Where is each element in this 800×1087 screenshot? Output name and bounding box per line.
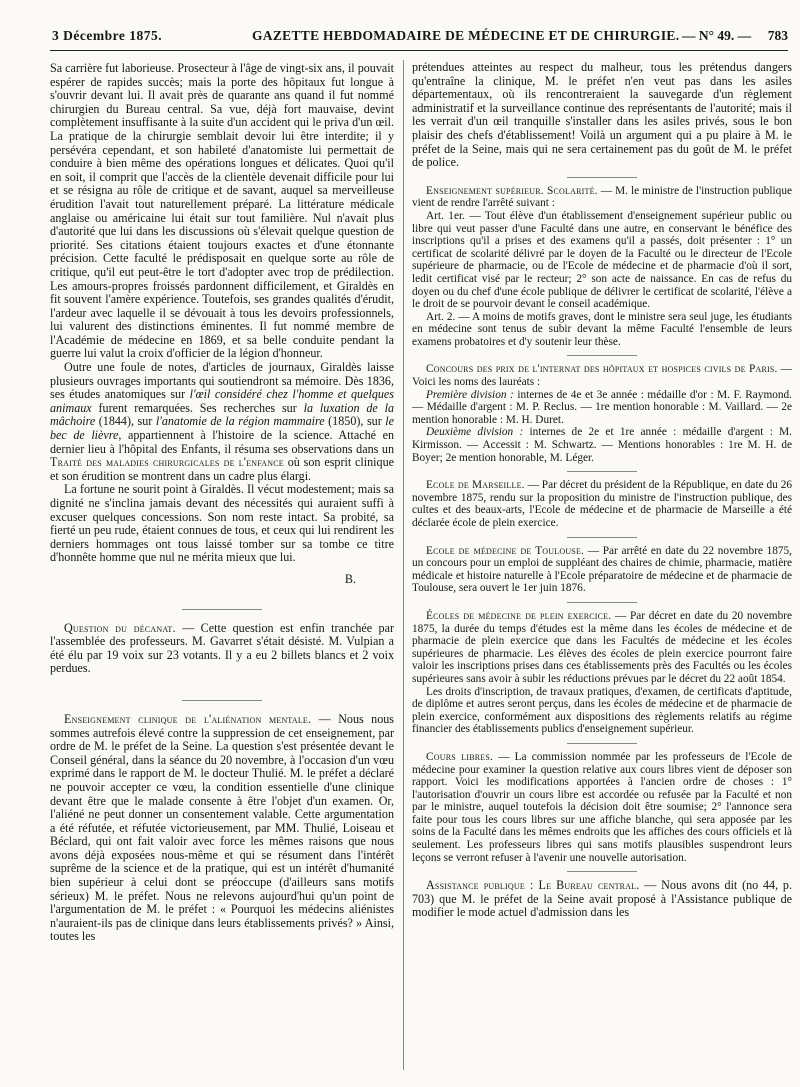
work-title-traite: Traité des maladies chirurgicales de l'enfance — [50, 455, 284, 470]
page-number: 783 — [767, 28, 788, 43]
toulouse-item — [412, 545, 792, 595]
cours-libres-section — [412, 751, 792, 864]
assistance-body: — Nous avons dit (no 44, p. 703) que M. le préfet de la Seine avait proposé à l'Assistance publique de modifier le mode actuel d'admission dans les — [412, 878, 792, 920]
section-divider — [567, 871, 637, 872]
cours-libres-body: — La commission nommée par les professeurs de l'Ecole de médecine pour examiner la question relative aux cours libres vient de déposer son rapport. Voici les modifications apportées à l'ancien ordre de choses : 1° l'autorisation d'ouvrir un cours libre est accordée ou refusée par la Faculté et non par le ministre, auquel toutefois la décision doit être soumise; 2° l'annonce sera faite pour tous les cours libres sur une affiche blanche, qui sera apposée par les soins de la Faculté dans les mêmes endroits que les affiches des cours officiels et là seulement. Les professeurs libres qui sans motifs plausibles suspendront leurs leçons se verront refuser à l'avenir une nouvelle autorisation. — [412, 750, 793, 864]
scolarite-intro — [412, 185, 792, 210]
continuation-paragraph: prétendues atteintes au respect du malheur, tous les prétendus dangers qu'entraîne la clinique, M. le préfet n'en veut pas dans les asiles départementaux, où ils rencontreraient la sauvegarde d'un règlement administratif et la surveillance continue des représentants de l'autorité; mais il les verrait d'un œil tranquille s'installer dans les asiles privés, sous le bon plaisir des chefs d'établissement! Voilà un argument qui a pu plaire à M. le préfet de la Seine, mais qui ne sera certainement pas du goût de M. le préfet de police. — [412, 60, 792, 170]
alienation-item — [50, 713, 394, 944]
division-2-body: internes de 2e et 1re année : médaille d'argent : M. Kirmisson. — Accessit : M. Schwartz. — Mentions honorables : 1re M. H. de Boyer; 2e mention honorable, M. Léger. — [412, 426, 792, 464]
section-divider — [567, 602, 637, 603]
page-header — [52, 28, 788, 50]
article-1-label: Art. 1er. — [426, 209, 465, 222]
cours-libres-item — [412, 751, 792, 864]
concours-heading: Concours des prix de l'internat des hôpitaux et hospices civils de Paris. — [426, 363, 778, 376]
journal-title: GAZETTE HEBDOMADAIRE DE MÉDECINE ET DE CHIRURGIE. — [252, 28, 680, 43]
article-1-body: — Tout élève d'un établissement d'enseignement supérieur public ou libre qui veut passer d'une Faculté dans une autre, en conservant le bénéfice des inscriptions qu'il a prises et des examens qu'il a passés, doit présenter : 1° un certificat de scolarité délivré par le doyen de la Faculté ou le directeur de l'Ecole supérieure de pharmacie, ou de l'Ecole de médecine et de pharmacie d'où il sort, ledit certificat visé par le recteur; 2° son acte de naissance. En cas de refus du doyen ou du chef d'une école publique de délivrer le certificat de scolarité, l'élève a le droit de se pourvoir devant le conseil académique. — [412, 209, 792, 311]
decanat-item — [50, 622, 394, 676]
marseille-body: — Par décret du président de la République, en date du 26 novembre 1875, rendu sur la proposition du ministre de l'instruction publique, des cultes et des beaux-arts, l'Ecole de médecine et de pharmacie de Marseille a été déclarée école de plein exercice. — [412, 479, 792, 529]
section-divider — [182, 609, 262, 610]
text-run: (1850), sur — [324, 414, 386, 429]
plein-exercice-paragraph-2: Les droits d'inscription, de travaux pratiques, d'examen, de certificats d'aptitude, de diplôme et autres seront perçus, dans les écoles de médecine et de pharmacie de plein exercice, conformément aux dispositions des règlements relatifs au régime financier des établissements publics d'enseignement supérieur. — [412, 685, 792, 736]
marseille-item — [412, 479, 792, 529]
cours-libres-heading: Cours libres. — [426, 750, 494, 763]
text-run: , appartiennent à l'histoire de la science. Attaché en dernier lieu à l'hôpital des Enfants, il résuma ses observations dans un — [50, 428, 395, 456]
decanat-body: — Cette question est enfin tranchée par l'assemblée des professeurs. M. Gavarret s'était désisté. M. Vulpian a été élu par 19 voix sur 23 votants. Il y a eu 2 billets blancs et 2 voix perdues. — [50, 620, 394, 676]
toulouse-section — [412, 545, 792, 595]
section-divider — [182, 700, 262, 701]
article-2 — [412, 311, 792, 349]
plein-exercice-section — [412, 610, 792, 736]
section-divider — [567, 743, 637, 744]
division-1 — [412, 389, 792, 427]
issue-number: — N° 49. — — [682, 28, 752, 43]
plein-exercice-body: — Par décret en date du 20 novembre 1875, la durée du temps d'études est la même dans les écoles de médecine et de pharmacie de plein exercice que dans les Facultés de médecine et les écoles supérieures de pharmacie. Les élèves des écoles de plein exercice pourront faire valoir les inscriptions prises dans ces établissements près des Facultés ou les écoles supérieures sans avoir à subir les réductions prévues par le décret du 22 août 1854. — [412, 609, 792, 685]
column-separator — [403, 60, 404, 1070]
decanat-heading: Question du décanat. — [64, 620, 176, 635]
header-rule — [50, 50, 788, 51]
assistance-heading: Assistance publique : Le Bureau central. — [426, 878, 640, 893]
left-column — [50, 62, 394, 944]
work-title-oeil: l'œil considéré chez l'homme et quelques animaux — [50, 387, 394, 415]
work-title-bec-de-lievre: le bec de lièvre — [50, 414, 394, 443]
article-1 — [412, 210, 792, 311]
work-title-mammaire: l'anatomie de la région mammaire — [155, 414, 325, 429]
concours-intro-text: — Voici les noms des lauréats : — [412, 363, 792, 389]
header-date: 3 Décembre 1875. — [52, 28, 163, 43]
alienation-heading: Enseignement clinique de l'aliénation mentale. — [64, 711, 312, 726]
obituary-paragraph-2 — [50, 361, 394, 483]
section-divider — [567, 471, 637, 472]
division-2-label: Deuxième division : — [426, 426, 524, 439]
text-run: où son esprit clinique et son érudition se montrent dans un cadre plus élargi. — [50, 455, 394, 483]
concours-section — [412, 363, 792, 464]
toulouse-heading: Ecole de médecine de Toulouse. — [426, 544, 585, 557]
scolarite-heading: Enseignement supérieur. Scolarité. — [426, 184, 598, 197]
toulouse-body: — Par arrêté en date du 22 novembre 1875, un concours pour un emploi de suppléant des chaires de chimie, pharmacie, matière médicale et histoire naturelle à l'Ecole préparatoire de médecine et de pharmacie de Toulouse, sera ouvert le 1er juin 1876. — [412, 544, 793, 595]
marseille-section — [412, 479, 792, 529]
text-run: furent remarquées. Ses recherches sur — [91, 400, 304, 415]
author-signature: B. — [344, 571, 356, 586]
right-column — [412, 61, 792, 920]
marseille-heading: Ecole de Marseille. — [426, 479, 525, 492]
work-title-luxation: la luxation de la mâchoire — [50, 400, 394, 429]
obituary-paragraph-3: La fortune ne sourit point à Giraldès. Il vécut modestement; mais sa dignité ne s'inclina jamais devant des nécessités qui auraient suffi à excuser quelques concessions. Son nom reste intact. Sa probité, sa fierté un peu rude, étaient connues de tous, et ceux qui lui rendirent les derniers hommages ont tous laissé tomber sur sa tombe ce titre d'honnête homme que nul ne mérita mieux que lui. — [50, 482, 394, 565]
assistance-item — [412, 879, 792, 920]
scolarite-section — [412, 185, 792, 349]
division-2 — [412, 426, 792, 464]
article-2-label: Art. 2. — [426, 310, 456, 323]
text-run: Outre une foule de notes, d'articles de journaux, Giraldès laisse plusieurs ouvrages importants qui soutiendront sa mémoire. Dès 1836, ses études anatomiques sur — [50, 360, 394, 402]
scolarite-intro-text: — M. le ministre de l'instruction publique vient de rendre l'arrêté suivant : — [412, 184, 792, 210]
concours-intro — [412, 363, 792, 388]
obituary-paragraph-1: Sa carrière fut laborieuse. Prosecteur à l'âge de vingt-six ans, il pouvait espérer de rapides succès; mais la porte des hôpitaux fut longue à s'ouvrir devant lui. Il avait près de quarante ans quand il fut nommé chirurgien du Bureau central. Sa vue, déjà fort mauvaise, devint complètement insuffisante à la suite d'un accident qui le priva d'un œil. La pratique de la chirurgie semblait devoir lui être interdite; il y persévéra cependant, et son habileté d'anatomiste lui permettait de conduire à bien même des opérations longues et délicates. Quoi qu'il en soit, il comprit que l'accès de la clientèle devenait difficile pour lui et se résigna au rôle de critique et de savant, auquel sa merveilleuse érudition l'avait tout naturellement préparé. La littérature médicale anglaise ou américaine lui était sur tout familière. Nul n'avait plus d'autorité que lui dans les discussions où s'élevait quelque question de priorité. Ses citations étaient toujours exactes et d'une étonnante précision. Cette faculté le prédisposait en quelque sorte au rôle de critique, qu'il eut peut-être le tort d'adopter avec trop de prédilection. Les amours-propres froissés pardonnent difficilement, et Giraldès en fit souvent l'amère expérience. Toutefois, ses grandes qualités d'érudit, l'ardeur avec laquelle il se dévouait à tous les devoirs professionnels, lui valurent des distinctions éminentes. Il fut nommé membre de l'Académie de médecine en 1869, et sa belle conduite pendant la guerre lui valut la croix d'officier de la légion d'honneur. — [50, 61, 394, 361]
article-2-body: — A moins de motifs graves, dont le ministre sera seul juge, les étudiants en médecine sont tenus de subir devant la même Faculté l'ensemble de leurs examens probatoires et d'y soutenir leur thèse. — [412, 310, 792, 348]
alienation-body: — Nous nous sommes autrefois élevé contre la suppression de cet enseignement, par ordre de M. le préfet de la Seine. La question s'est présentée devant le Conseil général, dans la séance du 20 novembre, à l'occasion d'un vœu exprimé dans le rapport de M. le docteur Thulié. M. le préfet a déclaré ne pouvoir accepter ce vœu, la condition essentielle d'une clinique devant être que le malade consente à être l'objet d'un examen. Or, l'aliéné ne peut donner un consentement valable. Cette argumentation a été réfutée, et réfutée victorieusement, par MM. Thulié, Loiseau et Béclard, qui ont fait valoir avec force les mêmes raisons que nous avons déjà exposées nous-même et qui se résument dans l'intérêt suprême de la science et de la pratique, qui est un intérêt d'humanité bien supérieur à celui dont se préoccupe (d'ailleurs sans motifs sérieux) M. le préfet. Nous ne relevons aujourd'hui qu'un point de l'argumentation de M. le préfet : « Pourquoi les médecins aliénistes n'auraient-ils pas de clinique dans leurs établissements privés? » Ainsi, toutes les — [50, 711, 394, 944]
text-run: (1844), sur — [95, 414, 156, 429]
division-1-label: Première division : — [426, 388, 514, 401]
section-divider — [567, 355, 637, 356]
section-divider — [567, 177, 637, 178]
section-divider — [567, 537, 637, 538]
plein-exercice-heading: Écoles de médecine de plein exercice. — [426, 609, 612, 622]
division-1-body: internes de 4e et 3e année : médaille d'or : M. F. Raymond. — Médaille d'argent : M. P. Reclus. — 1re mention honorable : M. Vaillard. — 2e mention honorable : M. H. Duret. — [412, 388, 792, 426]
plein-exercice-item — [412, 610, 792, 686]
